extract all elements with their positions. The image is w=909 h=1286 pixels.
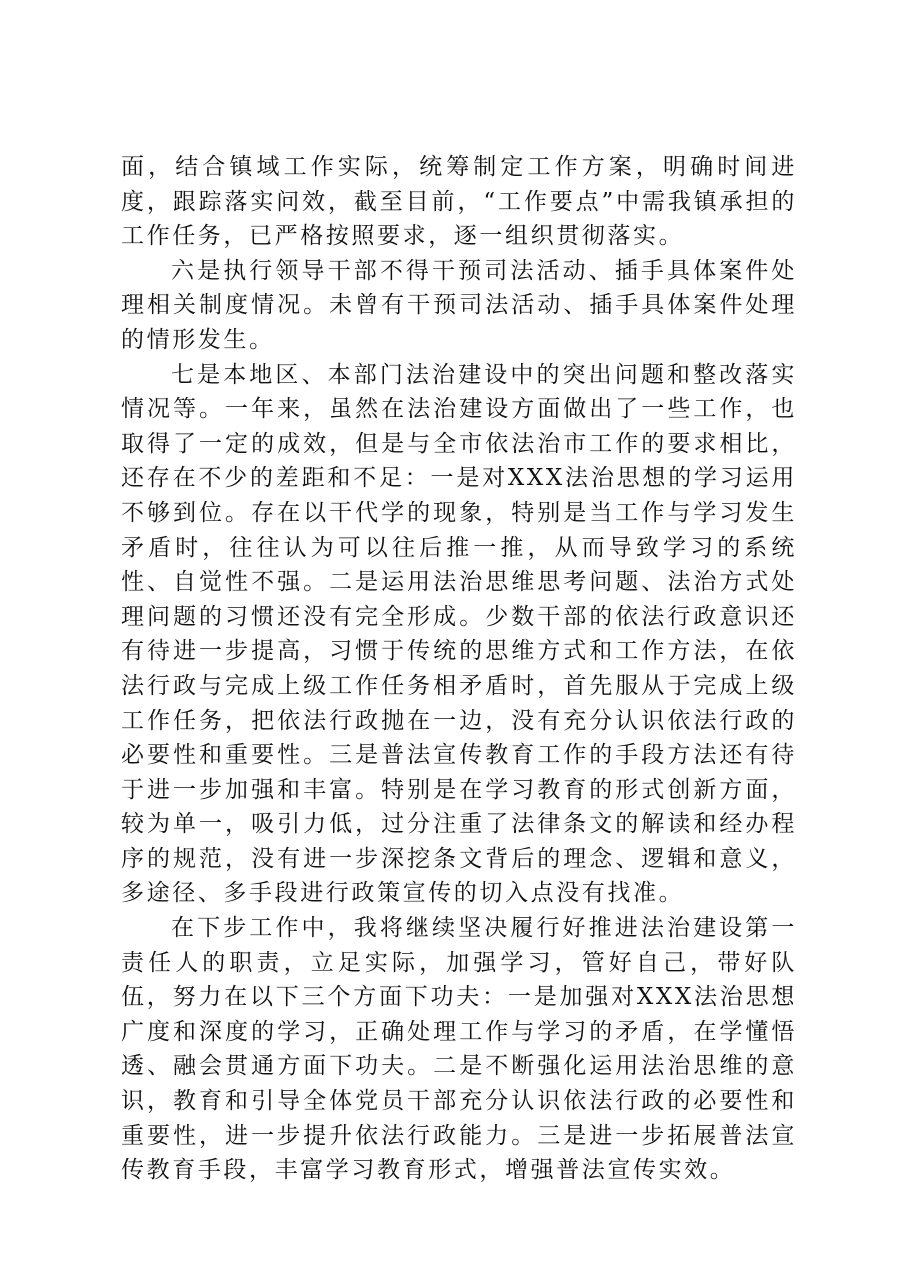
paragraph-item-six: 六是执行领导干部不得干预司法活动、插手具体案件处理相关制度情况。未曾有干预司法活动、插手具体案件处理的情形发生。: [121, 257, 797, 353]
paragraph-item-seven: 七是本地区、本部门法治建设中的突出问题和整改落实情况等。一年来，虽然在法治建设方面做出了一些工作，也取得了一定的成效，但是与全市依法治市工作的要求相比，还存在不少的差距和不足：一是对XXX法治思想的学习运用不够到位。存在以干代学的现象，特别是当工作与学习发生矛盾时，往往认为可以往后推一推，从而导致学习的系统性、自觉性不强。二是运用法治思维思考问题、法治方式处理问题的习惯还没有完全形成。少数干部的依法行政意识还有待进一步提高，习惯于传统的思维方式和工作方法，在依法行政与完成上级工作任务相矛盾时，首先服从于完成上级工作任务，把依法行政抛在一边，没有充分认识依法行政的必要性和重要性。三是普法宣传教育工作的手段方法还有待于进一步加强和丰富。特别是在学习教育的形式创新方面，较为单一，吸引力低，过分注重了法律条文的解读和经办程序的规范，没有进一步深挖条文背后的理念、逻辑和意义，多途径、多手段进行政策宣传的切入点没有找准。: [121, 361, 797, 907]
paragraph-continuation: 面，结合镇域工作实际，统筹制定工作方案，明确时间进度，跟踪落实问效，截至目前，“工作要点”中需我镇承担的工作任务，已严格按照要求，逐一组织贯彻落实。: [121, 154, 797, 250]
paragraph-next-steps: 在下步工作中，我将继续坚决履行好推进法治建设第一责任人的职责，立足实际，加强学习，管好自己，带好队伍，努力在以下三个方面下功夫：一是加强对XXX法治思想广度和深度的学习，正确处理工作与学习的矛盾，在学懂悟透、融会贯通方面下功夫。二是不断强化运用法治思维的意识，教育和引导全体党员干部充分认识依法行政的必要性和重要性，进一步提升依法行政能力。三是进一步拓展普法宣传教育手段，丰富学习教育形式，增强普法宣传实效。: [121, 915, 797, 1184]
document-body: [121, 150, 797, 1188]
